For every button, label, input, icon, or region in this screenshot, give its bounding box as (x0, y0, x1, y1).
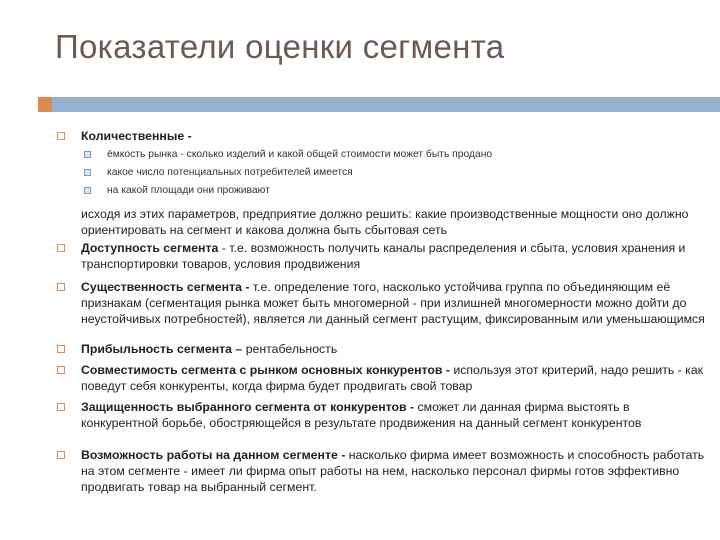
list-item-quantitative (57, 128, 707, 144)
title-bar-accent (38, 97, 52, 112)
item-heading: Совместимость сегмента с рынком основных конкурентов - (81, 363, 454, 377)
item-heading: Количественные - (81, 129, 192, 143)
list-item-accessibility (57, 240, 707, 272)
list-item-profitability (57, 341, 707, 357)
bullet-icon (57, 366, 65, 374)
bullet-icon (57, 451, 65, 459)
sub-item-text: на какой площади они проживают (107, 185, 270, 196)
item-text: т.е. определение того, насколько устойчива группа по объединяющим её признакам (сегментация рынка может быть многомерной - при излишней многомерности можно дойти до неустойчивых потребностей), является ли данный сегмент растущим, фиксированным или уменьшающимся (81, 280, 705, 327)
bullet-icon (57, 132, 65, 140)
item-text: - т.е. возможность получить каналы распределения и сбыта, условия хранения и транспортировки товаров, условия продвижения (81, 241, 686, 272)
bullet-icon (84, 187, 91, 194)
list-item-compatibility (57, 362, 707, 394)
item-text: сможет ли данная фирма выстоять в конкурентной борьбе, обостряющейся в результате продвижения на данный сегмент конкурентов (81, 400, 642, 431)
quantitative-note: исходя из этих параметров, предприятие должно решить: какие производственные мощности оно должно ориентировать на сегмент и какова должна быть сбытовая сеть (81, 207, 689, 238)
list-item-workability (57, 447, 707, 496)
item-text: рентабельность (245, 342, 338, 356)
sub-list-item (84, 184, 270, 198)
sub-list-item (84, 148, 492, 162)
sub-item-text: какое число потенциальных потребителей имеется (107, 167, 353, 178)
title-bar (52, 97, 720, 112)
sub-item-text: ёмкость рынка - сколько изделий и какой общей стоимости может быть продано (107, 149, 493, 160)
bullet-icon (57, 403, 65, 411)
list-item-protection (57, 399, 707, 431)
list-item-significance (57, 279, 707, 328)
item-heading: Доступность сегмента (81, 241, 219, 255)
sub-list-item (84, 166, 353, 180)
item-heading: Существенность сегмента - (81, 280, 253, 294)
slide-title: Показатели оценки сегмента (55, 28, 505, 65)
item-heading: Возможность работы на данном сегменте - (81, 448, 349, 462)
bullet-icon (57, 345, 65, 353)
bullet-icon (57, 283, 65, 291)
item-heading: Защищенность выбранного сегмента от конкурентов - (81, 400, 418, 414)
bullet-icon (84, 169, 91, 176)
item-heading: Прибыльность сегмента – (81, 342, 246, 356)
item-text: используя этот критерий, надо решить - как поведут себя конкуренты, когда фирма будет продвигать свой товар (81, 363, 704, 394)
bullet-icon (84, 151, 91, 158)
item-text: насколько фирма имеет возможность и способность работать на этом сегменте - имеет ли фирма опыт работы на нем, насколько персонал фирмы готов эффективно продвигать товар на выбранный сегмент. (81, 448, 705, 495)
bullet-icon (57, 244, 65, 252)
